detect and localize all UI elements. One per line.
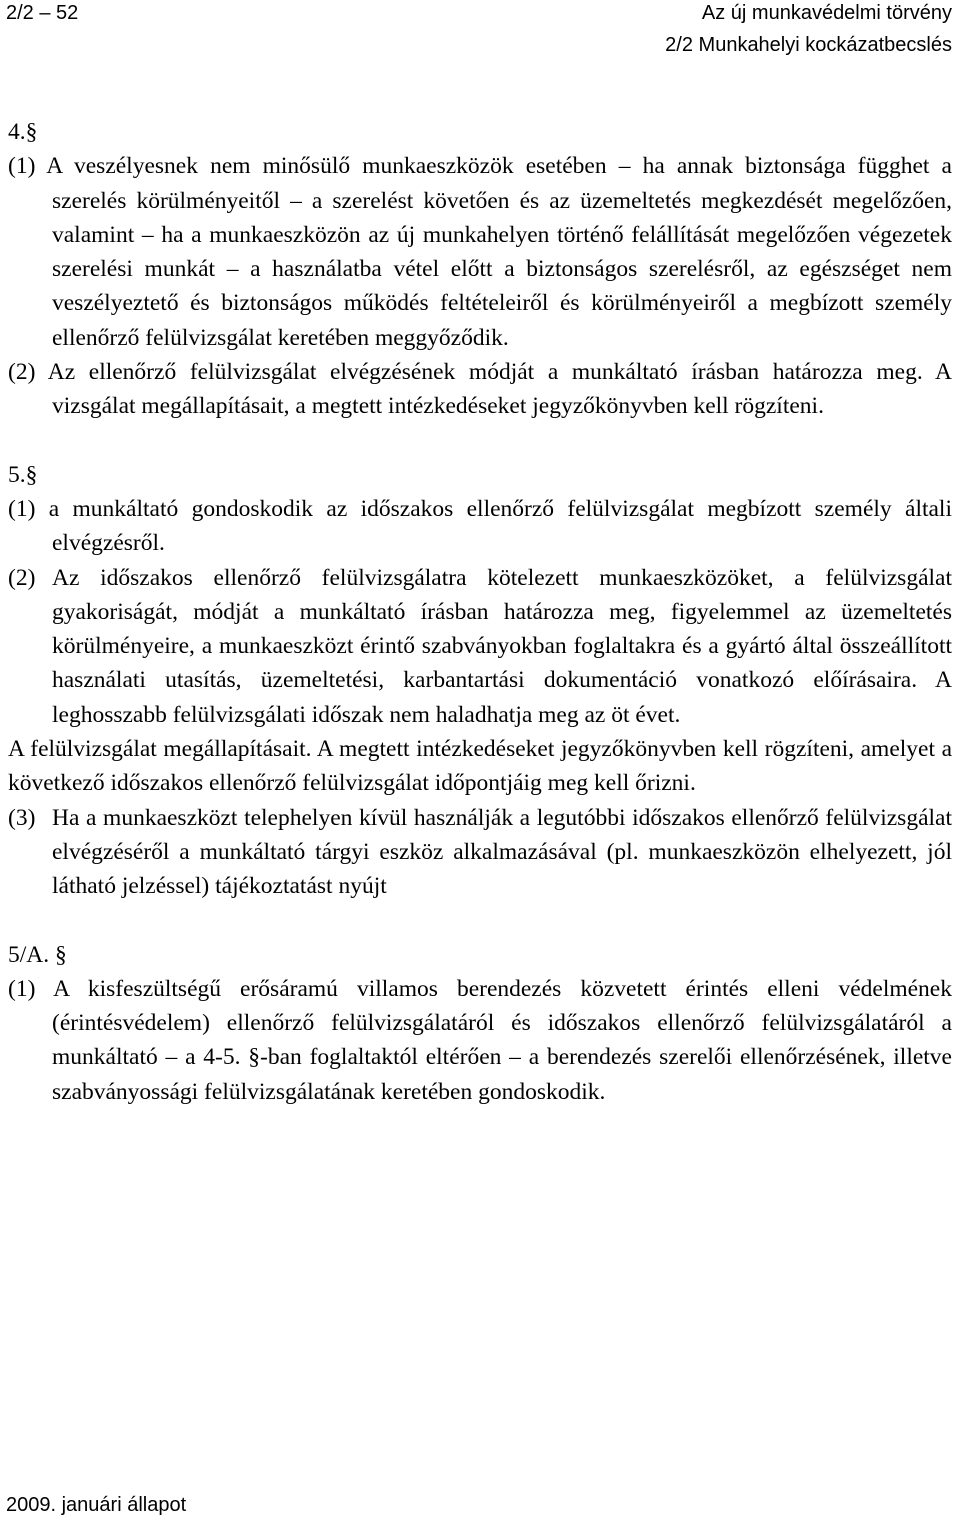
page-footer: 2009. januári állapot [6, 1494, 187, 1516]
paragraph-body: Ha a munkaeszközt telephelyen kívül használják a legutóbbi időszakos ellenőrző felülvizsgálat elvégzéséről a munkáltató tárgyi eszköz alkalmazásával (pl. munkaeszközön elhelyezett, jól látható jelzéssel) tájékoztatást nyújt [52, 804, 952, 900]
section-5-title: 5.§ [8, 461, 38, 488]
book-title: Az új munkavédelmi törvény [701, 2, 952, 24]
section-5-paragraph-3 [8, 801, 952, 904]
section-5-paragraph-2 [8, 561, 952, 732]
section-5-paragraph-1: (1) a munkáltató gondoskodik az időszakos ellenőrző felülvizsgálat megbízott személy általi elvégzésről. [8, 495, 952, 557]
paragraph-body: Az időszakos ellenőrző felülvizsgálatra kötelezett munkaeszközöket, a felülvizsgálat gyakoriságát, módját a munkáltató írásban határozza meg, figyelemmel az üzemeltetés körülményeire, a munkaeszközt érintő szabványokban foglaltakra és a gyártó által összeállított használati utasítás, üzemeltetési, karbantartási dokumentáció vonatkozó előírásaira. A leghosszabb felülvizsgálati időszak nem haladhatja meg az öt évet. [52, 564, 952, 728]
section-spacer [8, 424, 952, 458]
document-body [8, 115, 952, 1109]
page-header [0, 0, 960, 70]
section-5a-paragraph-1: (1) A kisfeszültségű erősáramú villamos berendezés közvetett érintés elleni védelmének (érintésvédelem) ellenőrző felülvizsgálatáról és időszakos ellenőrző felülvizsgálatáról a munkáltató – a 4-5. §-ban foglaltaktól eltérően – a berendezés szerelői ellenőrzésének, illetve szabványossági felülvizsgálatának keretében gondoskodik. [8, 975, 952, 1105]
section-spacer [8, 904, 952, 938]
paragraph-number: (3) [8, 804, 36, 831]
section-4-paragraph-1: (1) A veszélyesnek nem minősülő munkaeszközök esetében – ha annak biztonsága függhet a szerelés körülményeitől – a szerelést követően és az üzemeltetés megkezdését megelőzően, valamint – ha a munkaeszközön az új munkahelyen történő felállítását megelőzően végezetek szerelési munkát – a használatba vétel előtt a biztonságos szerelésről, az egészséget nem veszélyeztető és biztonságos működés feltételeiről és körülményeiről a megbízott személy ellenőrző felülvizsgálat keretében meggyőződik. [8, 153, 952, 351]
section-4-title: 4.§ [8, 119, 38, 145]
paragraph-number: (2) [8, 564, 36, 591]
section-4-paragraph-2: (2) Az ellenőrző felülvizsgálat elvégzésének módját a munkáltató írásban határozza meg. A vizsgálat megállapításait, a megtett intézkedéseket jegyzőkönyvben kell rögzíteni. [8, 359, 952, 420]
chapter-title: 2/2 Munkahelyi kockázatbecslés [665, 34, 952, 56]
section-5-paragraph-2-continuation: A felülvizsgálat megállapításait. A megtett intézkedéseket jegyzőkönyvben kell rögzíteni, amelyet a következő időszakos ellenőrző felülvizsgálat időpontjáig meg kell őrizni. [8, 736, 952, 797]
section-5a-title: 5/A. § [8, 941, 67, 968]
page-reference: 2/2 – 52 [6, 2, 79, 24]
